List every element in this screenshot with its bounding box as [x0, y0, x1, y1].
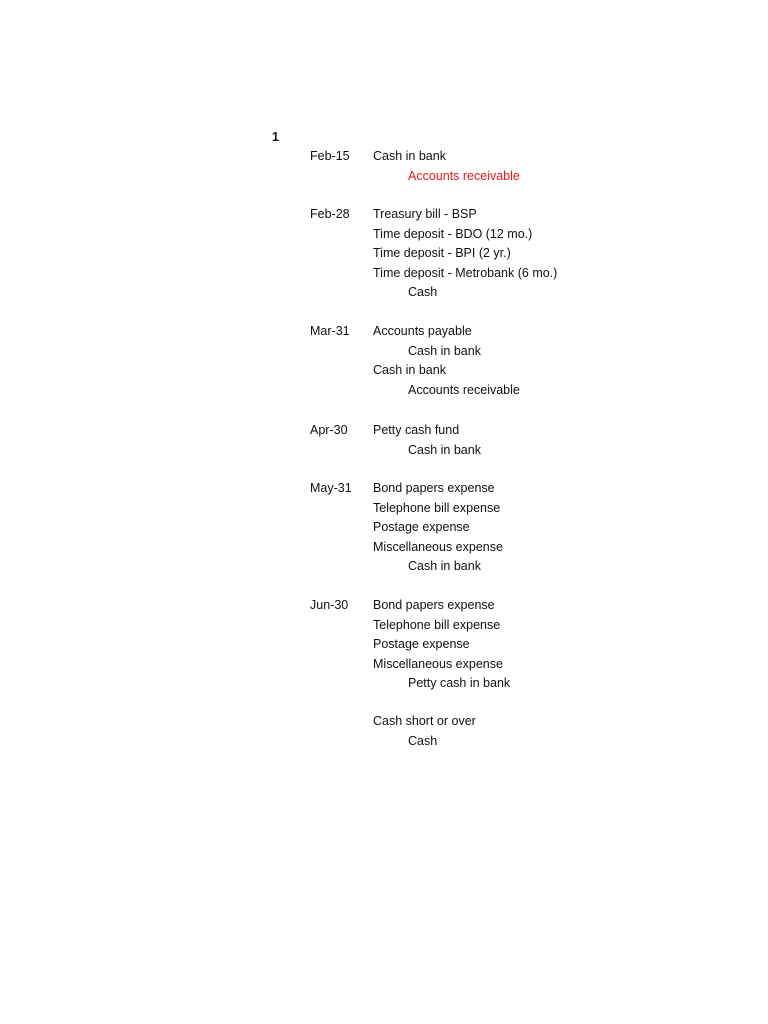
credit-account: Cash [408, 733, 438, 748]
debit-account: Telephone bill expense [373, 617, 501, 632]
credit-account: Petty cash in bank [408, 676, 511, 690]
debit-account: Bond papers expense [373, 598, 495, 612]
debit-account: Bond papers expense [373, 481, 495, 495]
credit-account: Cash in bank [408, 442, 481, 457]
credit-account: Cash [408, 285, 438, 299]
credit-account: Accounts receivable [408, 382, 520, 397]
debit-account: Time deposit - BPI (2 yr.) [373, 246, 511, 260]
entry-date: Mar-31 [310, 324, 350, 338]
debit-account: Cash short or over [373, 714, 476, 728]
debit-account: Postage expense [373, 637, 470, 651]
credit-account: Accounts receivable [408, 168, 520, 183]
credit-account: Cash in bank [408, 343, 481, 358]
debit-account: Postage expense [373, 520, 470, 534]
debit-account: Miscellaneous expense [373, 656, 503, 671]
debit-account: Telephone bill expense [373, 500, 501, 515]
entry-date: Apr-30 [310, 423, 348, 437]
debit-account: Time deposit - BDO (12 mo.) [373, 226, 533, 241]
debit-account: Accounts payable [373, 324, 472, 338]
debit-account: Treasury bill - BSP [373, 207, 477, 221]
entry-date: Feb-15 [310, 149, 350, 163]
entry-date: Feb-28 [310, 207, 350, 221]
debit-account: Cash in bank [373, 363, 446, 377]
entry-date: Jun-30 [310, 598, 349, 612]
credit-account: Cash in bank [408, 559, 481, 573]
debit-account: Petty cash fund [373, 423, 460, 437]
entry-date: May-31 [310, 481, 352, 495]
problem-number: 1 [272, 130, 279, 144]
debit-account: Time deposit - Metrobank (6 mo.) [373, 265, 558, 280]
debit-account: Miscellaneous expense [373, 539, 503, 554]
debit-account: Cash in bank [373, 149, 446, 163]
